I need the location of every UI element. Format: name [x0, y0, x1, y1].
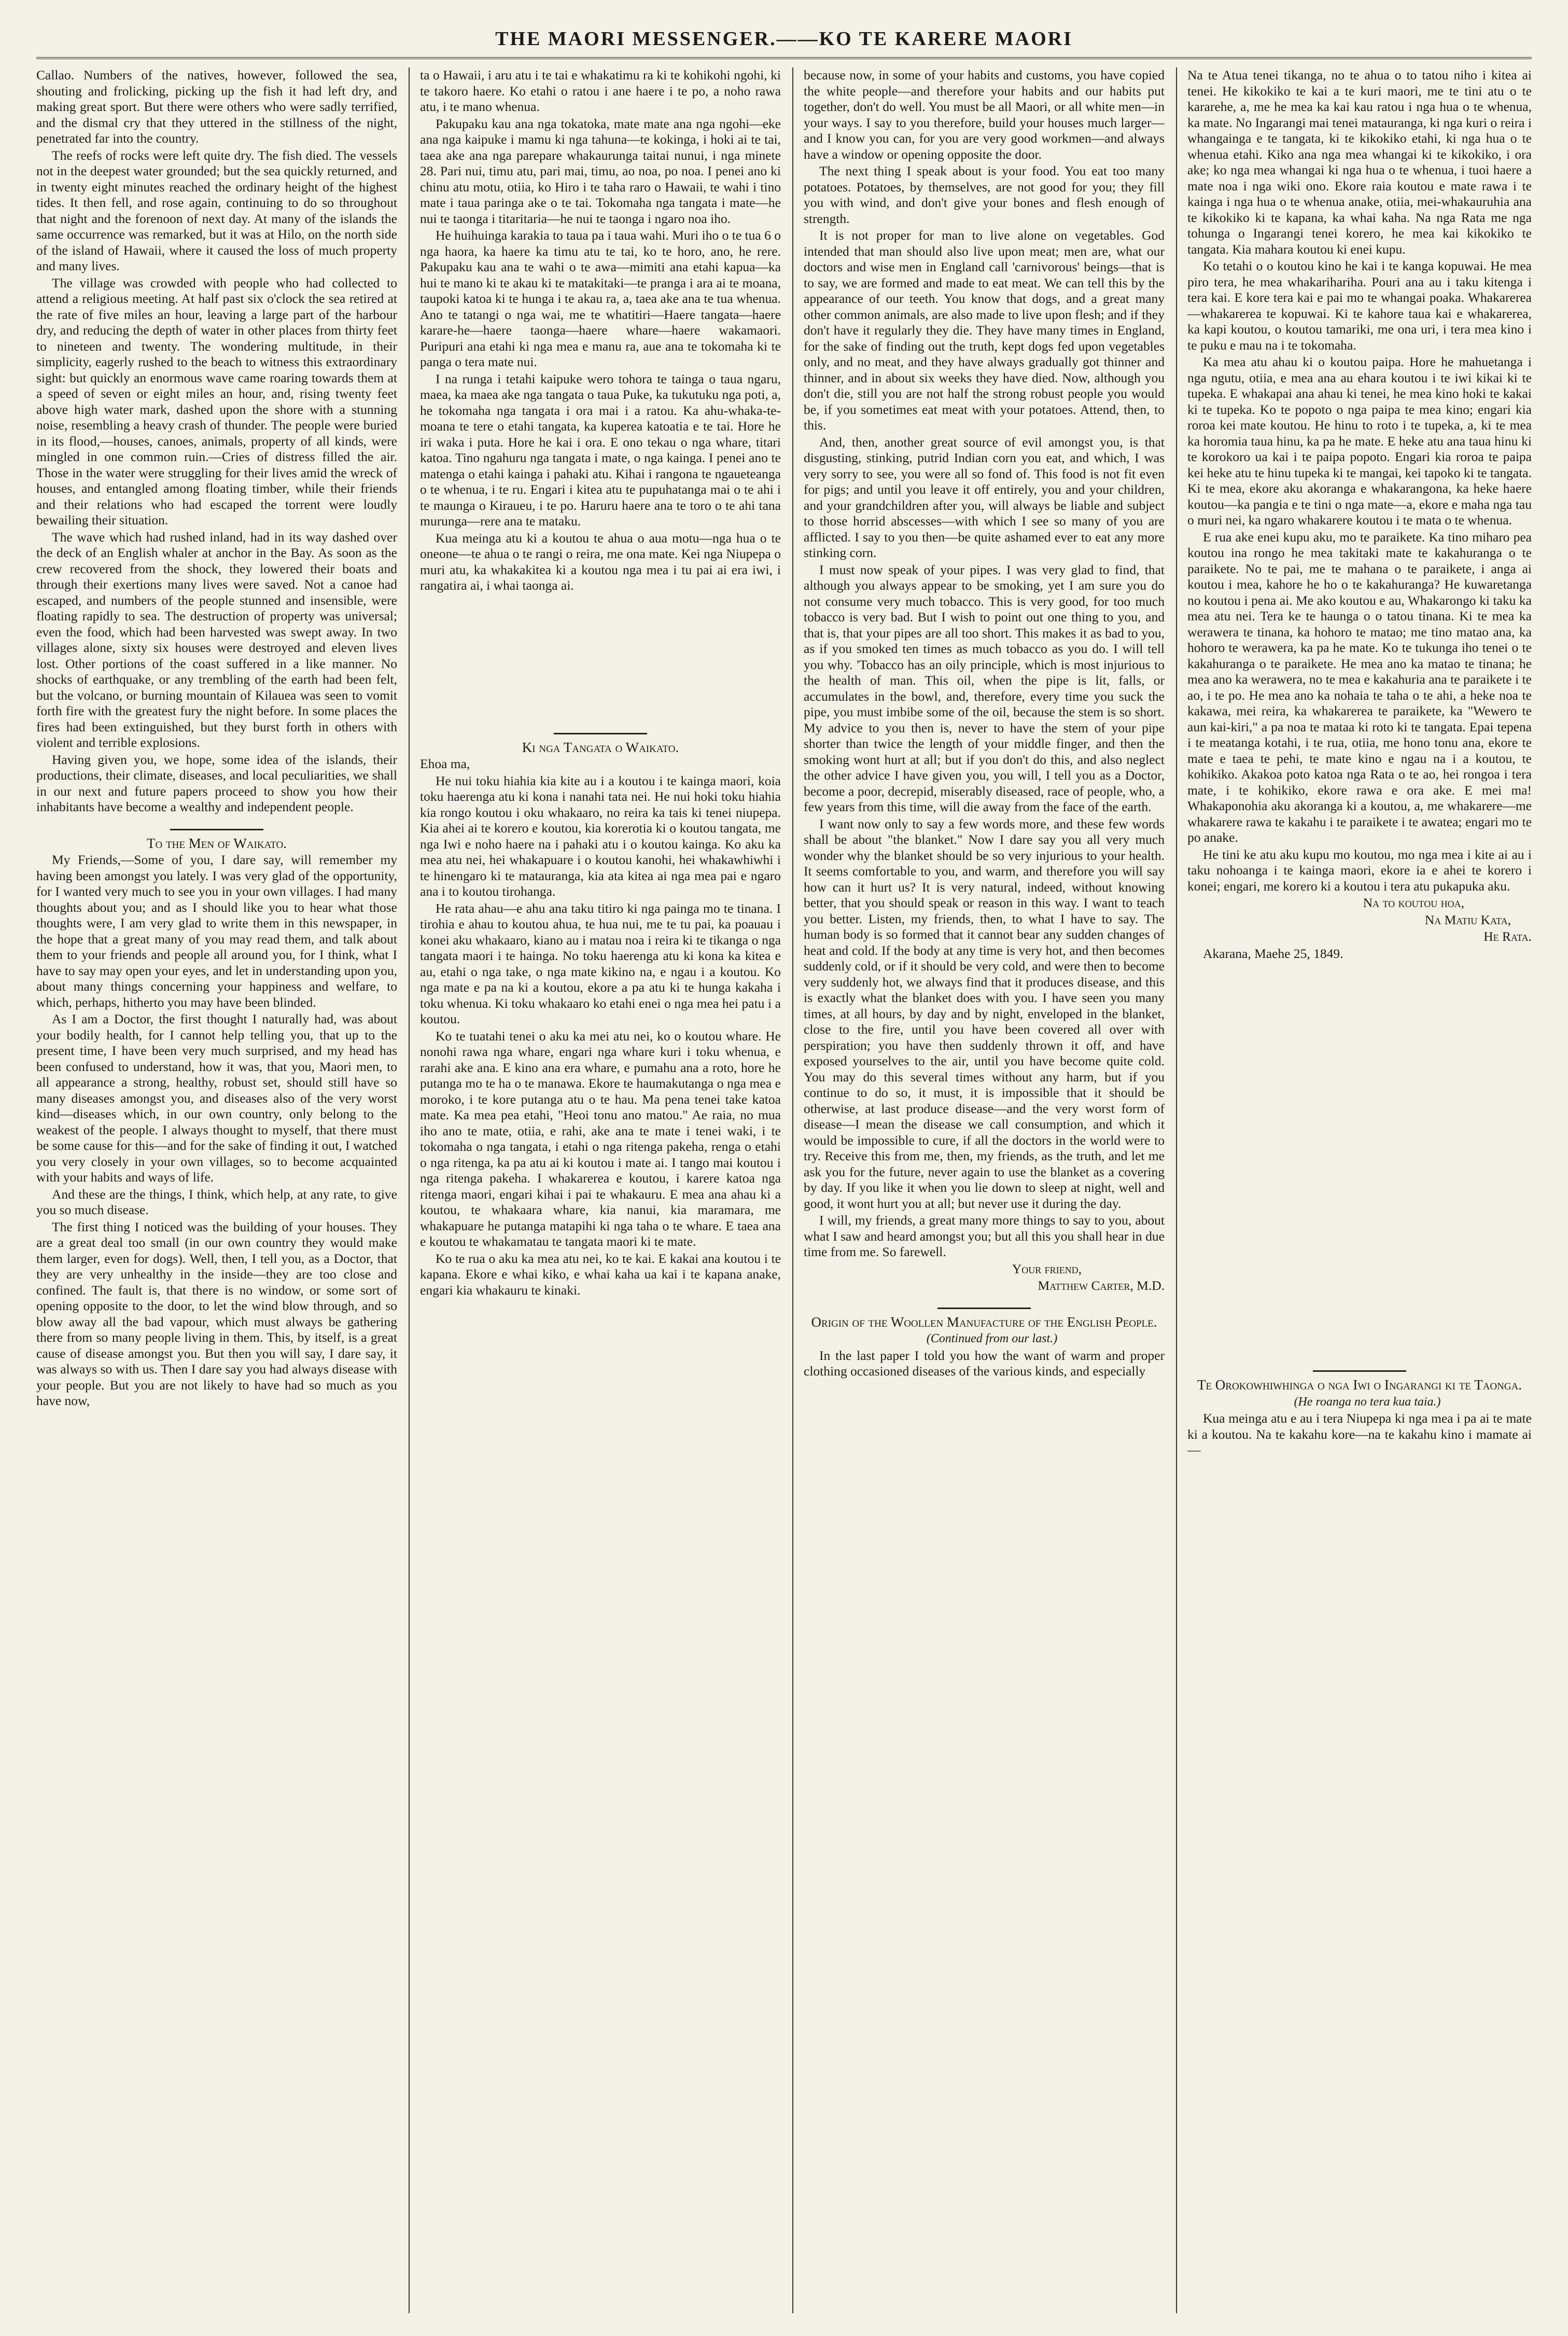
col3-paragraph: I must now speak of your pipes. I was very glad to find, that although you always appear to be smoking, yet I am sure you do not consume very much tobacco. This is very good, for too much tobacco is very bad. But I wish to point out one thing to you, and that is, that your pipes are all too short. This makes it as bad to you, as if you smoked ten times as much tobacco as you do. I will tell you why. 'Tobacco has an oily principle, which is most injurious to the health of man. This oil, when the pipe is lit, falls, or accumulates in the bowl, and, therefore, every time you suck the pipe, you must imbibe some of the oil, because the stem is so short. My advice to you then is, never to have the stem of your pipe shorter than twice the length of your middle finger, and then the smoking wont hurt at all; but if you don't do this, and also neglect the other advice I have given you, you will, I tell you as a Doctor, become a poor, decrepid, miserably diseased, race of people, who, a few years from this time, will die away from the face of the earth. [804, 562, 1165, 814]
section-separator [554, 733, 647, 734]
newspaper-page [36, 21, 1532, 2318]
col1-heading: To the Men of Waikato. [147, 835, 287, 851]
col2-letter-paragraph: Ko te tuatahi tenei o aku ka mei atu nei, ko o koutou whare. He nonohi rawa nga whare, engari nga whare kuri i toku whenua, e rarahi ake ana. E kino ana era whare, e pumahu ana a roto, hore he putanga mo te ha o te manawa. Ekore te haumakutanga o nga mea e moroko, i te kore putanga atu o te hau. Ma pena tenei take katoa mate. Ka mea pea etahi, "Heoi tonu ano matou." Ae raia, no mua iho ano te mate, otiia, e rahi, ake ana te mate i tenei waki, i te tokomaha o nga tangata, i etahi o nga ritenga pakeha, renga o etahi o nga ritenga, ka pa atu ai ki koutou i mate ai. I tango mai koutou i nga ritenga pakeha. I whakarerea e koutou, i karere katoa nga ritenga maori, engari kihai i pai te whakauru. E mea ana ahau ki a koutou, te whakaara whare, kia nanui, kia maramara, me whakapuare he putanga matapihi ki nga taha o te whare. E taea ana e koutou te whakamatau te tangata maori ki te mate. [420, 1028, 781, 1249]
col1-letter-paragraph: And these are the things, I think, which help, at any rate, to give you so much disease. [36, 1186, 397, 1217]
column-rule [792, 67, 793, 2313]
col3-paragraph: because now, in some of your habits and customs, you have copied the white people—and therefore your habits and our habits put together, don't do well. You must be all Maori, or all white men—in your ways. I say to you therefore, build your houses much larger—and I know you can, for you are very good workmen—and always have a window or opening opposite the door. [804, 67, 1165, 162]
col3-paragraph: It is not proper for man to live alone on vegetables. God intended that man should also live upon meat; men are, what our doctors and wise men in England call 'carnivorous' beings—that is to say, we are formed and made to eat meat. We can tell this by the appearance of our teeth. You know that dogs, and a great many other common animals, are also made to live upon flesh; and if they don't have it regularly they die. They have many times in England, for the sake of finding out the truth, kept dogs fed upon vegetables only, and no meat, and they have always gradually got thinner and thinner, and in about six weeks they have died. Now, although you don't die, still you are not half the strong robust people you would be, if you sometimes eat meat with your potatoes. Attend, then, to this. [804, 228, 1165, 433]
column-1 [36, 67, 397, 2313]
col1-letter-paragraph: As I am a Doctor, the first thought I naturally had, was about your bodily health, for I cannot help telling you, that up to the present time, I have been very much surprised, and my head has been confused to understand, how it was, that you, Maori men, to all appearance a strong, healthy, robust set, should still have so many diseases amongst you, and diseases also of the very worst kind—diseases which, in our own country, only belong to the weakest of the people. I always thought to myself, that there must be some cause for this—and for the sake of finding it out, I watched you very closely in your own villages, so to become acquainted with your habits and ways of life. [36, 1011, 397, 1185]
col4-heading: Te Orokowhiwhinga o nga Iwi o Ingarangi ki te Taonga. [1197, 1377, 1522, 1393]
columns [36, 67, 1532, 2313]
masthead [36, 21, 1532, 59]
column-4 [1187, 67, 1532, 2313]
col4-date: Akarana, Maehe 25, 1849. [1203, 945, 1343, 961]
col1-paragraph: Having given you, we hope, some idea of the islands, their productions, their climate, diseases, and local peculiarities, we shall in our next and future papers proceed to show you how their inhabitants have become a wealthy and independent people. [36, 752, 397, 814]
col2-salutation: Ehoa ma, [420, 756, 470, 771]
col1-letter-paragraph: My Friends,—Some of you, I dare say, will remember my having been amongst you lately. I was very glad of the opportunity, for I wanted very much to see you in your own villages. I had many thoughts about you; and as I should like you to hear what those thoughts were, I am very glad to write them in this newspaper, in the hope that a great many of you may read them, and talk about them to your friends and people all around you, for I think, what I have to say may open your eyes, and let in understanding upon you, about many things concerning your happiness and welfare, to which, perhaps, hitherto you may have been blinded. [36, 852, 397, 1010]
col2-paragraph: Pakupaku kau ana nga tokatoka, mate mate ana nga ngohi—eke ana nga kaipuke i mamu ki nga tahuna—te kokinga, i hoki ai te tai, taea ake ana nga parepare whakaurunga taitai nunui, i nga minete 28. Pari nui, timu atu, pari mai, timu, ao noa, po noa. I penei ano ki chinu atu motu, otiia, ko Hiro i te taha raro o Hawaii, te wahi i tino mate i taua paringa ake o te tai. Tokomaha nga tangata i mate—he nui te taonga i titaritaria—he nui te taonga i ngaro noa iho. [420, 116, 781, 226]
col2-paragraph: I na runga i tetahi kaipuke wero tohora te tainga o taua ngaru, maea, ka maea ake nga tangata o taua Puke, ka tukutuku nga poti, a, he tokomaha nga tangata i ora mai i a ratou. Ka ahu-whaka-te-moana te tere o etahi tangata, ka kuperea katoatia e te tai. Hore he iri waka i puta. Hore he kai i ora. E ono tekau o nga whare, titari katoa. Tino ngahuru nga tangata i mate, o nga kainga. I penei ano te matenga o etahi kainga i pahaki atu. Kihai i rangona te ngaueteanga o te whenua, i te ru. Engari i kitea atu te pupuhatanga mai o te ahi i te maunga o Kiraueu, i te po. Haruru haere ana te toro o te ahi tana murunga—rere ana te mataku. [420, 371, 781, 529]
col2-paragraph: ta o Hawaii, i aru atu i te tai e whakatimu ra ki te kohikohi ngohi, ki te takoro haere. Ko etahi o ratou i ane haere i te po, a noho rawa atu, i te mano whenua. [420, 67, 781, 114]
section-separator [170, 829, 263, 830]
col1-paragraph: Callao. Numbers of the natives, however, followed the sea, shouting and frolicking, picking up the fish it had left dry, and making great sport. But there were others who were sadly terrified, and the dismal cry that they uttered in the stillness of the night, penetrated far into the country. [36, 67, 397, 146]
col4-signature: Na Matiu Kata, [1424, 912, 1511, 927]
col4-subheading: (He roanga no tera kua taia.) [1294, 1395, 1441, 1409]
col2-letter-paragraph: He nui toku hiahia kia kite au i a koutou i te kainga maori, koia toku haerenga atu ki kona i nanahi tata nei. He nui hoki toku hiahia kia rongo koutou i oku whakaaro, no reira ka tais ki tenei niupepa. Kia ahei ai te korero e koutou, kia korerotia ki o koutou tangata, me nga Iwi e noho haere na i pahaki atu i o koutou kainga. Ko aku ka mea atu nei, hei whakapuare i o koutou kanohi, hei whakawhiwhi i te hinengaro ki te matauranga, kia ata kitea ai nga mea pai e ngaro ana i to koutou tirohanga. [420, 773, 781, 899]
col3-paragraph: The next thing I speak about is your food. You eat too many potatoes. Potatoes, by themselves, are not good for you; they fill you with wind, and don't give your bones and flesh enough of strength. [804, 163, 1165, 226]
section-separator [937, 1308, 1031, 1309]
col4-tail-paragraph: Kua meinga atu e au i tera Niupepa ki nga mea i pa ai te mate ki a koutou. Na te kakahu kore—na te kakahu kino i mamate ai— [1187, 1411, 1532, 1457]
masthead-title: THE MAORI MESSENGER.——KO TE KARERE MAORI [495, 28, 1073, 50]
col2-letter-paragraph: Ko te rua o aku ka mea atu nei, ko te kai. E kakai ana koutou i te kapana. Ekore e whai kiko, e whai kaha ua kai i te kapana anake, engari kia whakauru te kinaki. [420, 1250, 781, 1298]
col4-paragraph: Ka mea atu ahau ki o koutou paipa. Hore he mahuetanga i nga ngutu, otiia, e mea ana au ehara koutou i te iwi kikai ki te tupeka. E whakapai ana ahau ki tenei, he mea kino hoki te kakai ki te tupeka. Ko te popoto o nga paipa te mea kino; engari kia roroa kei mate koutou. He hinu to roto i te tupeka, a, ki te mea ka horomia taua hinu, ka pa he mate. E heke atu ana taua hinu ki te korokoro ua kai i te paipa popoto. Engari kia roroa te paipa kei heke atu te hinu tupeka ki te mangai, kei tapoko ki te tangata. Ki te mea, ekore aku akoranga e whakarangona, ka heke haere koutou—ka pangia e te tini o nga mate—a, ekore e maha nga tau o muri nei, ka ngaro whakarere koutou i te mata o te whenua. [1187, 354, 1532, 527]
col3-tail-paragraph: In the last paper I told you how the want of warm and proper clothing occasioned diseases of the various kinds, and especially [804, 1347, 1165, 1379]
spacer [1187, 963, 1532, 1357]
col3-subheading: (Continued from our last.) [926, 1332, 1058, 1345]
col3-closing: Your friend, [1012, 1261, 1082, 1276]
col4-paragraph: He tini ke atu aku kupu mo koutou, mo nga mea i kite ai au i taku nohoanga i te kainga maori, ekore ia e ahei te korero i konei; engari, me korero ki a koutou i tera atu pukapuka aku. [1187, 846, 1532, 894]
col4-role: He Rata. [1483, 929, 1532, 944]
col3-heading: Origin of the Woollen Manufacture of the English People. [811, 1314, 1157, 1330]
col1-paragraph: The wave which had rushed inland, had in its way dashed over the deck of an English whaler at anchor in the Bay. As soon as the crew recovered from the shock, they lowered their boats and through their exertions many lives were saved. Not a canoe had escaped, and numbers of the people stunned and insensible, were floating rapidly to sea. The destruction of property was universal; even the food, which had been harvested was swept away. In two villages alone, sixty six houses were destroyed and eleven lives lost. Other portions of the coast suffered in a like manner. No shocks of earthquake, or any trembling of the earth had been felt, but the volcano, or burning mountain of Kilauea was seen to vomit forth fire with the greatest fury the night before. In some places the fires had been extinguished, but they burst forth in others with violent and terrible explosions. [36, 529, 397, 750]
col1-paragraph: The reefs of rocks were left quite dry. The fish died. The vessels not in the deepest water grounded; but the sea quickly returned, and in twenty eight minutes reached the ordinary height of the highest tides. It then fell, and rose again, continuing to do so throughout that night and the forenoon of next day. At many of the islands the same occurrence was remarked, but it was at Hilo, on the north side of the island of Hawaii, where it caused the loss of much property and many lives. [36, 147, 397, 273]
col3-paragraph: And, then, another great source of evil amongst you, is that disgusting, stinking, putrid Indian corn you eat, and which, I was very sorry to see, you were all so fond of. This food is not fit even for pigs; and until you leave it off entirely, you and your children, and your grandchildren after you, will always be liable and subject to those horrid abscesses—with which I see so many of you are afflicted. I say to you then—be quite ashamed ever to eat any more stinking corn. [804, 434, 1165, 560]
col1-letter-paragraph: The first thing I noticed was the building of your houses. They are a great deal too small (in our own country they would make them larger, even for dogs). Well, then, I tell you, as a Doctor, that they are very unhealthy in the inside—they are too close and confined. The fault is, that there is no window, or some sort of opening opposite to the door, to let the wind blow through, and so blow away all the bad vapour, which must always be gathering there from so many people living in them. This, by itself, is a great cause of disease amongst you. But then you will say, I dare say, it was always so with us. Then I dare say you had always disease with your people. But you are not likely to have had so much as you have now, [36, 1219, 397, 1408]
column-2 [420, 67, 781, 2313]
col2-paragraph: He huihuinga karakia to taua pa i taua wahi. Muri iho o te tua 6 o nga haora, ka haere ka timu atu te tai, ko te horo, ano, he rere. Pakupaku kau ana te wahi o te awa—mimiti ana etahi kapua—ka hui te mano ki te akau ki te matakitaki—te pranga i ara ai te moana, taupoki katoa ki te hunga i te akau ra, a, taea ake ana te tua whenua. Ano te tatangi o nga wai, me te whatitiri—Haere tangata—haere karare-he—haere taonga—haere whare—haere wakamaori. Puripuri ana etahi ki nga mea e manu ra, aue ana te tokomaha ki te panga o tera mate nui. [420, 228, 781, 369]
column-rule [409, 67, 410, 2313]
column-rule [1176, 67, 1177, 2313]
col4-paragraph: E rua ake enei kupu aku, mo te paraikete. Ka tino miharo pea koutou ina rongo he mea takitaki mate te kakahuranga o te paraikete. No te pai, me te mahana o te paraikete, i anga ai koutou i mea, kahore he ho o te kakahuranga? He kuwaretanga no koutou i pena ai. Me ako koutou e au, Whakarongo ki taku ka mea atu nei. Tera ke te haunga o o tatou tinana. Ki te mea ka werawera te tinana, ka hohoro te matao; me tino matao ana, ka hohoro te werawera, ka pa he mate. Ko te tukunga iho tenei o te kakahuranga o te paraikete. He mea ano ka matao te tinana; he mea ano ka werawera, no te mea e kakahuria ana te paraikete i te ao, i te po. He mea ano ka nohaia te taha o te ahi, a heke noa te kakawa, mei reira, ka whakarerea te paraikete, ka "Wewero te aun kai-kiri," a pa noa te mataa ki roto ki te tangata. Epai tepena i te meatanga kotahi, i te rua, otiia, me hono tonu ana, ekore te mate e taea te pehi, te mate kino e ngau na i a koutou, te kohikiko. Akakoa poto katoa nga Rata o te ao, hei rongoa i tera mate, i te kohikiko, ekore rawa e ora ake. E mei ma! Whakaponohia aku akoranga ki a koutou, a, me whakarere—me whakarere rawa te kakahu i te paraikete i te awatea; engari mo te po anake. [1187, 529, 1532, 845]
col3-signature: Matthew Carter, M.D. [1038, 1278, 1165, 1293]
spacer [420, 595, 781, 719]
col4-closing: Na to koutou hoa, [1363, 895, 1464, 910]
col2-heading: Ki nga Tangata o Waikato. [522, 739, 679, 755]
col4-paragraph: Ko tetahi o o koutou kino he kai i te kanga kopuwai. He mea piro tera, he mea whakarihariha. Pouri ana au i taku kitenga i tera kai. E kore tera kai e pai mo te whangai poaka. Whakarerea—whakarerea te kopuwai. Ki te kahore taua kai e whakarerea, ka kapi koutou, o koutou tamariki, me ona uri, i tera mea kino i te puku e mau na i te tokomaha. [1187, 258, 1532, 353]
col3-paragraph: I want now only to say a few words more, and these few words shall be about "the blanket." Now I dare say you all very much wonder why the blanket should be so very injurious to your health. It seems comfortable to you, and warm, and therefore you will say how can it hurt us? It is very natural, indeed, without knowing better, that you should speak or reason in this way. I want to teach you better. Listen, my friends, then, to what I have to say. The human body is so formed that it cannot bear any sudden changes of heat and cold. If the body at any time is very hot, and then becomes suddenly cold, or if it should be very cold, and were then to become very suddenly hot, we always find that it produces disease, and this is exactly what the blanket does with you. I have seen you many times, at all hours, by day and by night, enveloped in the blanket, close to the fire, until you have been covered all over with perspiration; you have then suddenly thrown it off, and have exposed yourselves to the air, until you have become quite cold. You may do this several times without any harm, but if you continue to do so, it must, it is impossible that it should be otherwise, at last produce disease—and the very worst form of disease—I mean the disease we call consumption, and which it would be impossible to cure, if all the doctors in the world were to try. Receive this from me, then, my friends, as the truth, and let me ask you for the future, never again to use the blanket as a covering by day. If you like it when you lie down to sleep at night, well and good, it wont hurt you at all; but never use it during the day. [804, 816, 1165, 1211]
col2-letter-paragraph: He rata ahau—e ahu ana taku titiro ki nga painga mo te tinana. I tirohia e ahau to koutou ahua, te hua nui, me te tu pai, ka poauau i konei aku whakaaro, kiano au i matau noa i reira ki te tikanga o nga tangata maori i te hainga. No toku haerenga atu ki kona ka kitea e au, etahi o nga take, o nga mate kikino na, e ngau i a koutou. Ko nga mate e pa na ki a koutou, ekore a pa atu ki te hunga kakaha i toku whenua. Ki toku whakaaro ko etahi enei o nga mea hei patu i a koutou. [420, 900, 781, 1026]
col2-paragraph: Kua meinga atu ki a koutou te ahua o aua motu—nga hua o te oneone—te ahua o te rangi o reira, me ona mate. Kei nga Niupepa o muri atu, ka whakakitea ki a koutou nga mea i tu pai ai era iwi, i rangatira ai, i whai taonga ai. [420, 530, 781, 593]
col3-paragraph: I will, my friends, a great many more things to say to you, about what I saw and heard amongst you; but all this you shall hear in due time from me. So farewell. [804, 1213, 1165, 1259]
col1-paragraph: The village was crowded with people who had collected to attend a religious meeting. At half past six o'clock the sea retired at the rate of five miles an hour, leaving a large part of the harbour dry, and reducing the depth of water in other places from thirty feet to nineteen and twenty. The wondering multitude, in their simplicity, eagerly rushed to the beach to witness this extraordinary sight: but quickly an enormous wave came roaring towards them at a speed of seven or eight miles an hour, and, rising twenty feet above high water mark, dashed upon the shore with a stunning noise, resembling a heavy crash of thunder. The people were buried in its flood,—houses, canoes, animals, property of all kinds, were mingled in one common ruin.—Cries of distress filled the air. Those in the water were struggling for their lives amid the wreck of houses, and entangled among floating timber, while their friends and their relations who had escaped the torrent were loudly bewailing their situation. [36, 275, 397, 527]
col4-paragraph: Na te Atua tenei tikanga, no te ahua o to tatou niho i kitea ai tenei. He kikokiko te kai a te kuri maori, me te tini atu o te kararehe, a, me he mea ka kai kau ratou i nga hua o te whenua, ka mate. No Ingarangi mai tenei matauranga, ki nga kuri o reira i whangainga e te tangata, ki te kikokiko etahi, ki nga hua o te whenua etahi. Kiko ana nga mea whangai ki te kikokiko, i ora ake; ko nga mea whangai ki nga hua o te whenua, i tuoi haere a mate noa i nga wiki ono. Ekore raia koutou e mate rawa i te kainga i nga hua o te whenua anake, otiia, mei-whakauruhia ana te kikokiko ki te kapana, ka whai kaha. Na nga Rata me nga tohunga o Ingarangi tenei korero, he mea kai kikokiko te tangata. Kia mahara koutou ki enei kupu. [1187, 67, 1532, 257]
column-3 [804, 67, 1165, 2313]
section-separator [1313, 1370, 1406, 1372]
